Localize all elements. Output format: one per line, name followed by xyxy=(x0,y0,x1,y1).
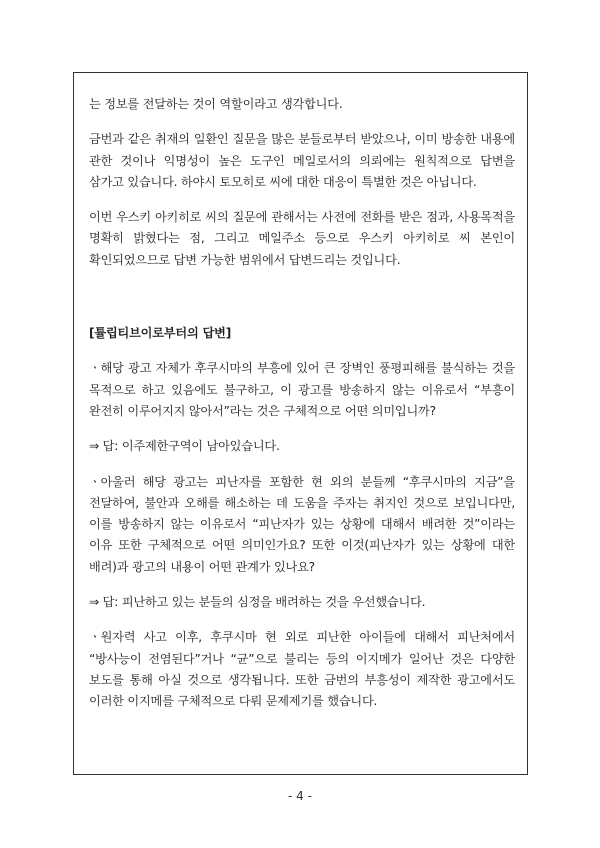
section-heading: [튤립티브이로부터의 답변] xyxy=(89,326,232,341)
question: ㆍ해당 광고 자체가 후쿠시마의 부흥에 있어 큰 장벽인 풍평피해를 불식하는 것을 목적으로 하고 있음에도 불구하고, 이 광고를 방송하지 않는 이유로서 “부흥이 완전히 이루어지지 않아서”라는 것은 구체적으로 어떤 의미입니까? xyxy=(89,361,515,418)
question: ㆍ아울러 해당 광고는 피난자를 포함한 현 외의 분들께 “후쿠시마의 지금”을 전달하여, 불안과 오해를 해소하는 데 도움을 주자는 취지인 것으로 보입니다만, 이를 방송하지 않는 이유로서 “피난자가 있는 상황에 대해서 배려한 것”이라는 이유 또한 구체적으로 어떤 의미인가요? 또한 이것(피난자가 있는 상황에 대한 배려)과 광고의 내용이 어떤 관계가 있나요? xyxy=(89,474,515,574)
answer: ⇒ 답: 이주제한구역이 남아있습니다. xyxy=(89,439,280,454)
page-number: - 4 - xyxy=(288,789,312,803)
paragraph: 이번 우스키 아키히로 씨의 질문에 관해서는 사전에 전화를 받은 점과, 사용목적을 명확히 밝혔다는 점, 그리고 메일주소 등으로 우스키 아키히로 씨 본인이 확인되었으므로 답변 가능한 범위에서 답변드리는 것입니다. xyxy=(89,210,515,267)
document-body xyxy=(89,94,515,713)
question: ㆍ원자력 사고 이후, 후쿠시마 현 외로 피난한 아이들에 대해서 피난처에서 “방사능이 전염된다”거나 “균”으로 불리는 등의 이지메가 일어난 것은 다양한 보도를 통해 아실 것으로 생각됩니다. 또한 금번의 부흥성이 제작한 광고에서도 이러한 이지메를 구체적으로 다뤄 문제제기를 했습니다. xyxy=(89,630,515,709)
answer: ⇒ 답: 피난하고 있는 분들의 심정을 배려하는 것을 우선했습니다. xyxy=(89,595,426,610)
paragraph: 금번과 같은 취재의 일환인 질문을 많은 분들로부터 받았으나, 이미 방송한 내용에 관한 것이나 익명성이 높은 도구인 메일로서의 의뢰에는 원칙적으로 답변을 삼가고 있습니다. 하야시 토모히로 씨에 대한 대응이 특별한 것은 아닙니다. xyxy=(89,132,515,189)
paragraph: 는 정보를 전달하는 것이 역할이라고 생각합니다. xyxy=(89,97,343,111)
